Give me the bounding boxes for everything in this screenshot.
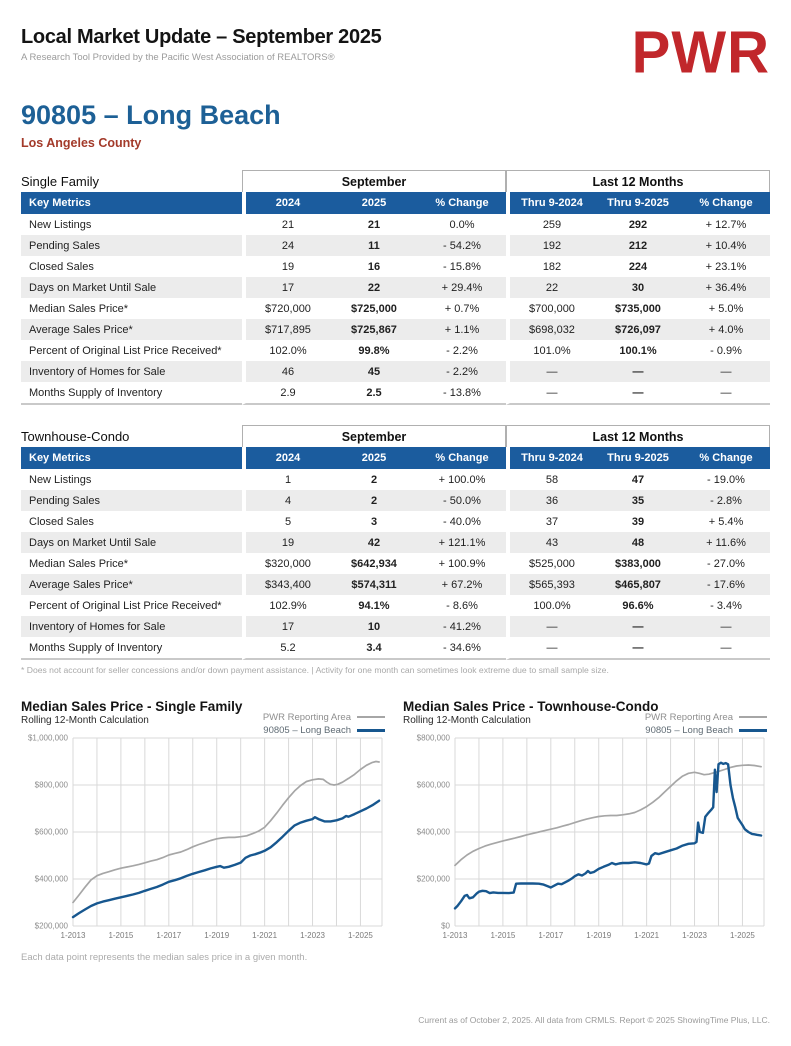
column-header: Thru 9-2024 [506,447,594,469]
value-cell: $565,393 [506,574,594,595]
page-subtitle: A Research Tool Provided by the Pacific West Association of REALTORS® [21,52,335,63]
value-cell: 2 [330,469,418,490]
value-cell: 102.0% [242,340,330,361]
value-cell: — [506,361,594,382]
pwr-logo: PWR [631,19,770,86]
x-tick-label: 1-2013 [60,931,86,940]
column-header: Thru 9-2024 [506,192,594,214]
value-cell: — [594,637,682,660]
column-header: % Change [682,447,770,469]
area-title: 90805 – Long Beach [21,100,281,130]
chart-legend [645,711,767,737]
value-cell: - 8.6% [418,595,506,616]
table-row [21,277,770,298]
metric-cell: Average Sales Price* [21,319,242,340]
value-cell: 36 [506,490,594,511]
value-cell: 4 [242,490,330,511]
chart-title: Median Sales Price - Single Family [21,699,243,714]
value-cell: - 2.8% [682,490,770,511]
value-cell: 224 [594,256,682,277]
table-row [21,469,770,490]
metric-cell: Closed Sales [21,511,242,532]
value-cell: $383,000 [594,553,682,574]
value-cell: 22 [330,277,418,298]
section-title: Single Family [21,170,242,192]
value-cell: + 5.4% [682,511,770,532]
report-header [21,19,770,86]
value-cell: 17 [242,277,330,298]
y-tick-label: $600,000 [34,827,68,837]
value-cell: + 67.2% [418,574,506,595]
y-tick-label: $800,000 [416,733,450,743]
table-row [21,553,770,574]
value-cell: + 5.0% [682,298,770,319]
group-header-last-12-months [506,170,770,192]
value-cell: - 34.6% [418,637,506,660]
column-header: Key Metrics [21,192,242,214]
x-tick-label: 1-2019 [204,931,230,940]
x-tick-label: 1-2023 [300,931,325,940]
value-cell: $700,000 [506,298,594,319]
charts-row [21,699,770,963]
chart-subtitle: Rolling 12-Month Calculation [21,715,149,726]
value-cell: — [594,361,682,382]
y-tick-label: $800,000 [34,780,68,790]
value-cell: $726,097 [594,319,682,340]
table-row [21,235,770,256]
table-row [21,382,770,405]
group-header-label: Last 12 Months [506,425,770,447]
table-row [21,298,770,319]
column-header: 2024 [242,447,330,469]
single-family-table [21,170,770,405]
chart-subtitle: Rolling 12-Month Calculation [403,715,531,726]
value-cell: 192 [506,235,594,256]
value-cell: — [594,382,682,405]
value-cell: — [682,382,770,405]
median-price-chart-single-family [21,730,387,942]
value-cell: $642,934 [330,553,418,574]
value-cell: $717,895 [242,319,330,340]
legend-item-pwr: PWR Reporting Area [645,711,767,724]
value-cell: 21 [330,214,418,235]
y-tick-label: $400,000 [416,827,450,837]
value-cell: - 13.8% [418,382,506,405]
value-cell: 0.0% [418,214,506,235]
x-tick-label: 1-2015 [490,931,516,940]
metric-cell: Pending Sales [21,490,242,511]
value-cell: $698,032 [506,319,594,340]
value-cell: + 36.4% [682,277,770,298]
column-header: 2025 [330,192,418,214]
legend-item-local: 90805 – Long Beach [263,724,385,737]
table-footnote: * Does not account for seller concessions and/or down payment assistance. | Activity for one month can sometimes look extreme due to small sample size. [21,665,609,675]
column-header: % Change [682,192,770,214]
column-header: Thru 9-2025 [594,192,682,214]
table-row [21,340,770,361]
value-cell: 30 [594,277,682,298]
footer-attribution: Current as of October 2, 2025. All data from CRMLS. Report © 2025 ShowingTime Plus, LLC. [418,1015,770,1025]
value-cell: 37 [506,511,594,532]
value-cell: 94.1% [330,595,418,616]
group-header-label: September [242,425,506,447]
value-cell: $720,000 [242,298,330,319]
value-cell: 99.8% [330,340,418,361]
y-tick-label: $600,000 [416,780,450,790]
x-tick-label: 1-2017 [538,931,564,940]
value-cell: 2.9 [242,382,330,405]
value-cell: 1 [242,469,330,490]
value-cell: $343,400 [242,574,330,595]
value-cell: 47 [594,469,682,490]
value-cell: — [506,637,594,660]
column-header: % Change [418,192,506,214]
value-cell: - 15.8% [418,256,506,277]
value-cell: + 100.9% [418,553,506,574]
group-header-september [242,170,506,192]
blue-line-swatch [357,729,385,733]
x-tick-label: 1-2017 [156,931,182,940]
value-cell: + 1.1% [418,319,506,340]
value-cell: 22 [506,277,594,298]
x-tick-label: 1-2021 [634,931,660,940]
x-tick-label: 1-2025 [347,931,373,940]
county-label: Los Angeles County [21,136,142,150]
value-cell: 212 [594,235,682,256]
metric-cell: Inventory of Homes for Sale [21,616,242,637]
value-cell: + 23.1% [682,256,770,277]
value-cell: $725,867 [330,319,418,340]
value-cell: 101.0% [506,340,594,361]
x-tick-label: 1-2023 [682,931,707,940]
metric-cell: Closed Sales [21,256,242,277]
value-cell: 102.9% [242,595,330,616]
table-row [21,490,770,511]
report-page [0,19,791,963]
table-row [21,532,770,553]
value-cell: 17 [242,616,330,637]
value-cell: + 100.0% [418,469,506,490]
value-cell: - 2.2% [418,361,506,382]
value-cell: $735,000 [594,298,682,319]
y-tick-label: $400,000 [34,874,68,884]
value-cell: $574,311 [330,574,418,595]
column-header: Key Metrics [21,447,242,469]
value-cell: 43 [506,532,594,553]
y-tick-label: $0 [441,921,450,931]
legend-item-pwr: PWR Reporting Area [263,711,385,724]
value-cell: - 27.0% [682,553,770,574]
value-cell: - 40.0% [418,511,506,532]
y-tick-label: $200,000 [416,874,450,884]
townhouse-condo-table [21,425,770,660]
value-cell: 5 [242,511,330,532]
value-cell: — [682,637,770,660]
value-cell: - 17.6% [682,574,770,595]
value-cell: + 29.4% [418,277,506,298]
value-cell: - 19.0% [682,469,770,490]
value-cell: $320,000 [242,553,330,574]
value-cell: — [506,616,594,637]
value-cell: 46 [242,361,330,382]
value-cell: 45 [330,361,418,382]
value-cell: + 4.0% [682,319,770,340]
value-cell: $465,807 [594,574,682,595]
table-row [21,256,770,277]
table-row [21,511,770,532]
value-cell: 42 [330,532,418,553]
value-cell: 19 [242,532,330,553]
metric-cell: Percent of Original List Price Received* [21,595,242,616]
metric-cell: New Listings [21,469,242,490]
x-tick-label: 1-2025 [729,931,755,940]
chart-card-single-family [21,699,387,963]
chart-caption: Each data point represents the median sales price in a given month. [21,952,308,963]
metric-cell: Median Sales Price* [21,553,242,574]
group-header-label: September [242,170,506,192]
section-title: Townhouse-Condo [21,425,242,447]
value-cell: 5.2 [242,637,330,660]
value-cell: $725,000 [330,298,418,319]
value-cell: + 11.6% [682,532,770,553]
value-cell: — [506,382,594,405]
value-cell: — [682,361,770,382]
value-cell: 10 [330,616,418,637]
value-cell: 39 [594,511,682,532]
metric-cell: Months Supply of Inventory [21,637,242,660]
blue-line-swatch [739,729,767,733]
gray-line-swatch [739,716,767,718]
metric-cell: Months Supply of Inventory [21,382,242,405]
value-cell: 48 [594,532,682,553]
value-cell: 3 [330,511,418,532]
value-cell: - 3.4% [682,595,770,616]
value-cell: - 0.9% [682,340,770,361]
metric-cell: Inventory of Homes for Sale [21,361,242,382]
table-row [21,595,770,616]
value-cell: 2.5 [330,382,418,405]
column-header: 2024 [242,192,330,214]
table-row [21,616,770,637]
column-header: Thru 9-2025 [594,447,682,469]
value-cell: + 0.7% [418,298,506,319]
metric-cell: Median Sales Price* [21,298,242,319]
value-cell: + 10.4% [682,235,770,256]
value-cell: 100.1% [594,340,682,361]
table-row [21,214,770,235]
value-cell: 24 [242,235,330,256]
value-cell: - 54.2% [418,235,506,256]
value-cell: 182 [506,256,594,277]
group-header-last-12-months [506,425,770,447]
x-tick-label: 1-2013 [442,931,468,940]
value-cell: 292 [594,214,682,235]
value-cell: - 2.2% [418,340,506,361]
value-cell: 11 [330,235,418,256]
value-cell: — [682,616,770,637]
value-cell: 16 [330,256,418,277]
chart-card-townhouse-condo [403,699,769,963]
value-cell: 259 [506,214,594,235]
value-cell: 35 [594,490,682,511]
table-row [21,361,770,382]
page-title: Local Market Update – September 2025 [21,26,382,48]
value-cell: 2 [330,490,418,511]
y-tick-label: $1,000,000 [27,733,68,743]
group-header-label: Last 12 Months [506,170,770,192]
value-cell: - 50.0% [418,490,506,511]
group-header-september [242,425,506,447]
y-tick-label: $200,000 [34,921,68,931]
value-cell: 100.0% [506,595,594,616]
metric-cell: New Listings [21,214,242,235]
metric-cell: Average Sales Price* [21,574,242,595]
metric-cell: Percent of Original List Price Received* [21,340,242,361]
value-cell: 21 [242,214,330,235]
gray-line-swatch [357,716,385,718]
metric-cell: Days on Market Until Sale [21,277,242,298]
value-cell: 58 [506,469,594,490]
chart-legend [263,711,385,737]
value-cell: + 121.1% [418,532,506,553]
value-cell: - 41.2% [418,616,506,637]
table-row [21,319,770,340]
column-header: % Change [418,447,506,469]
table-row [21,637,770,660]
value-cell: — [594,616,682,637]
legend-item-local: 90805 – Long Beach [645,724,767,737]
value-cell: $525,000 [506,553,594,574]
chart-title: Median Sales Price - Townhouse-Condo [403,699,659,714]
median-price-chart-townhouse-condo [403,730,769,942]
x-tick-label: 1-2019 [586,931,612,940]
title-block [21,22,381,63]
metric-cell: Pending Sales [21,235,242,256]
value-cell: 3.4 [330,637,418,660]
value-cell: 96.6% [594,595,682,616]
local-area-line [73,801,379,917]
value-cell: 19 [242,256,330,277]
x-tick-label: 1-2021 [252,931,278,940]
metric-cell: Days on Market Until Sale [21,532,242,553]
x-tick-label: 1-2015 [108,931,134,940]
column-header: 2025 [330,447,418,469]
table-row [21,574,770,595]
value-cell: + 12.7% [682,214,770,235]
